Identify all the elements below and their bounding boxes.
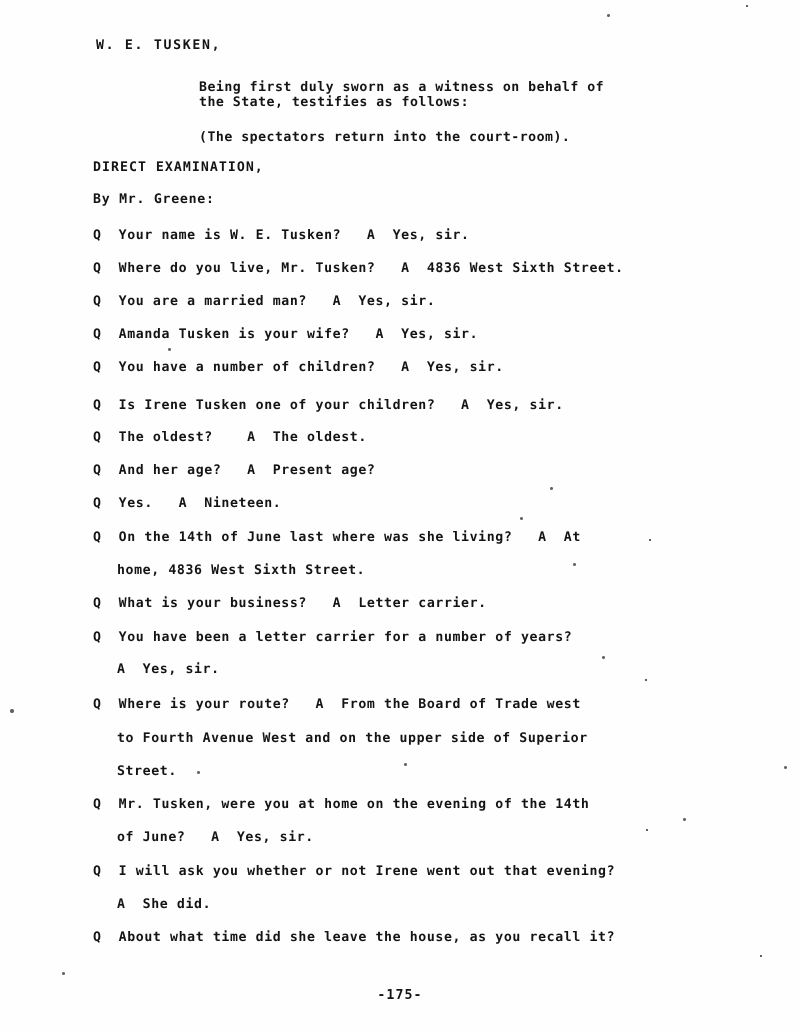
transcript-continuation-line: A Yes, sir. (117, 662, 220, 677)
transcript-continuation-line: home, 4836 West Sixth Street. (117, 563, 366, 578)
scan-speck (520, 517, 523, 520)
scan-speck (649, 539, 651, 541)
transcript-qa-line: Q Is Irene Tusken one of your children? A Yes, sir. (93, 398, 564, 413)
scan-speck (746, 5, 748, 7)
scan-speck (607, 14, 610, 17)
parenthetical-note: (The spectators return into the court-room). (199, 130, 571, 145)
transcript-qa-line: Q Your name is W. E. Tusken? A Yes, sir. (93, 228, 470, 243)
transcript-qa-line: Q About what time did she leave the house, as you recall it? (93, 930, 616, 945)
page-number: -175- (377, 988, 423, 1003)
scan-speck (550, 487, 553, 490)
scan-speck (197, 771, 200, 774)
examining-counsel: By Mr. Greene: (93, 192, 215, 207)
scan-speck (168, 348, 171, 351)
transcript-continuation-line: of June? A Yes, sir. (117, 830, 314, 845)
transcript-qa-line: Q You have been a letter carrier for a number of years? (93, 630, 573, 645)
transcript-qa-line: Q The oldest? A The oldest. (93, 430, 367, 445)
scan-speck (760, 955, 762, 957)
transcript-qa-line: Q I will ask you whether or not Irene went out that evening? (93, 864, 616, 879)
transcript-continuation-line: A She did. (117, 897, 212, 912)
scan-speck (62, 972, 65, 975)
transcript-qa-line: Q You have a number of children? A Yes, sir. (93, 360, 504, 375)
witness-name-heading: W. E. TUSKEN, (96, 38, 222, 53)
scan-speck (646, 829, 648, 831)
transcript-qa-line: Q And her age? A Present age? (93, 463, 376, 478)
transcript-qa-line: Q Mr. Tusken, were you at home on the evening of the 14th (93, 797, 590, 812)
scan-speck (10, 709, 14, 713)
transcript-continuation-line: Street. (117, 764, 177, 779)
transcript-qa-line: Q What is your business? A Letter carrier. (93, 596, 487, 611)
transcript-qa-line: Q On the 14th of June last where was she living? A At (93, 530, 581, 545)
transcript-qa-line: Q Where do you live, Mr. Tusken? A 4836 West Sixth Street. (93, 261, 624, 276)
transcript-qa-line: Q Where is your route? A From the Board of Trade west (93, 697, 581, 712)
transcript-qa-line: Q Yes. A Nineteen. (93, 496, 282, 511)
transcript-qa-line: Q Amanda Tusken is your wife? A Yes, sir. (93, 327, 479, 342)
sworn-statement-line-2: the State, testifies as follows: (199, 95, 470, 110)
scan-speck (683, 818, 686, 821)
transcript-continuation-line: to Fourth Avenue West and on the upper side of Superior (117, 731, 588, 746)
transcript-qa-line: Q You are a married man? A Yes, sir. (93, 294, 436, 309)
scan-speck (573, 563, 576, 566)
direct-examination-heading: DIRECT EXAMINATION, (93, 160, 264, 175)
sworn-statement-line-1: Being first duly sworn as a witness on behalf of (199, 80, 605, 95)
scan-speck (645, 679, 647, 681)
scan-speck (784, 766, 787, 769)
scan-speck (404, 763, 407, 766)
scan-speck (602, 656, 605, 659)
